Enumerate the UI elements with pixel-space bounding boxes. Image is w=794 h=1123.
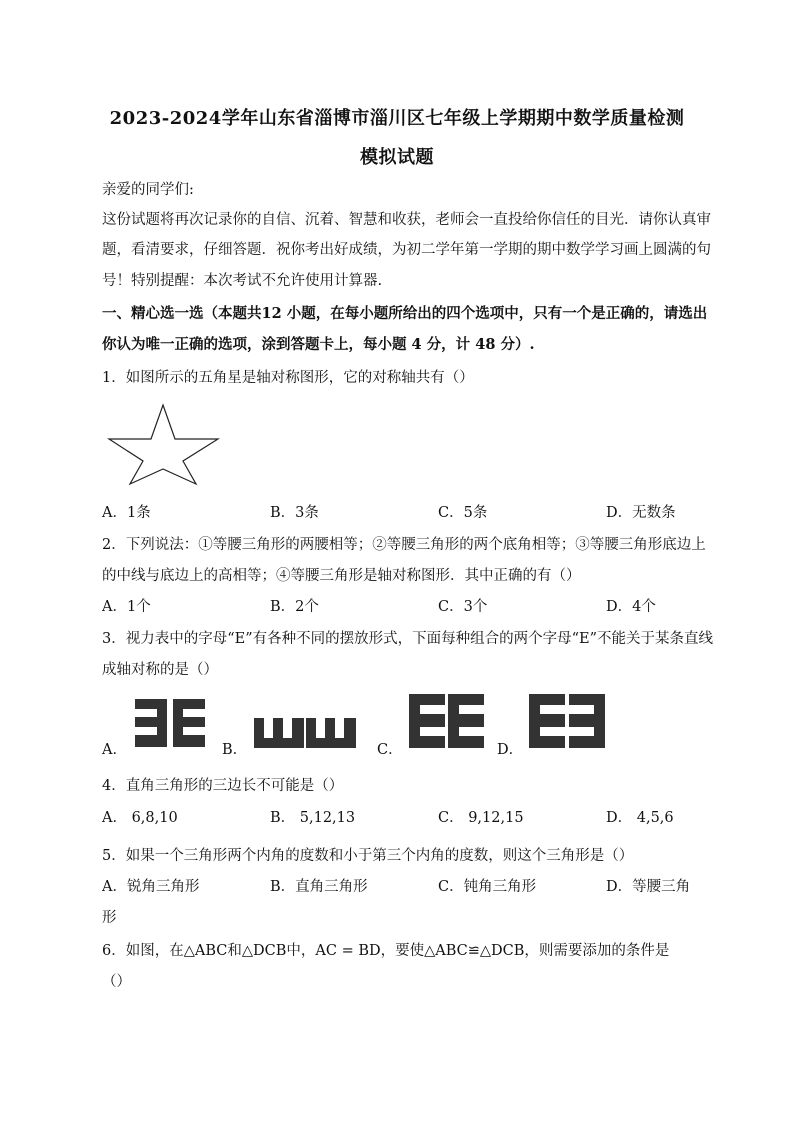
- q3-option-a-figure: [133, 697, 207, 749]
- q2-option-d: D．4个: [606, 599, 656, 615]
- q4-option-a: A． 6,8,10: [102, 810, 178, 826]
- q2-stem-line-2: 的中线与底边上的高相等；④等腰三角形是轴对称图形．其中正确的有（）: [102, 568, 581, 584]
- q4-stem: 4．直角三角形的三边长不可能是（）: [102, 778, 344, 794]
- q5-option-b: B．直角三角形: [270, 879, 368, 895]
- q2-option-b: B．2个: [270, 599, 319, 615]
- intro-line-3: 号！特别提醒：本次考试不允许使用计算器.: [102, 273, 383, 289]
- q3-stem-line-2: 成轴对称的是（）: [102, 662, 218, 678]
- q1-option-b: B．3条: [270, 505, 319, 521]
- q4-option-c: C． 9,12,15: [438, 810, 524, 826]
- q3-option-a: A．: [102, 742, 127, 758]
- q4-option-b: B． 5,12,13: [270, 810, 356, 826]
- q5-stem: 5．如果一个三角形两个内角的度数和小于第三个内角的度数，则这个三角形是（）: [102, 848, 634, 864]
- q3-option-d-figure: [527, 692, 607, 750]
- q2-stem-line-1: 2．下列说法：①等腰三角形的两腰相等；②等腰三角形的两个底角相等；③等腰三角形底边上: [102, 537, 706, 553]
- q1-option-a: A．1条: [102, 505, 151, 521]
- q3-option-b-figure: [252, 716, 358, 750]
- greeting: 亲爱的同学们:: [102, 182, 194, 198]
- q1-option-c: C．5条: [438, 505, 488, 521]
- star-figure: [104, 402, 222, 488]
- q3-option-c: C．: [377, 742, 403, 758]
- q6-stem: 6．如图，在△ABC和△DCB中，AC = BD，要使△ABC≌△DCB，则需要添加的条件是: [102, 943, 670, 959]
- intro-line-2: 题，看清要求，仔细答题．祝你考出好成绩，为初二学年第一学期的期中数学学习画上圆满的句: [102, 242, 711, 258]
- q6-stem-wrap: （）: [102, 974, 131, 990]
- q4-option-d: D． 4,5,6: [606, 810, 674, 826]
- intro-line-1: 这份试题将再次记录你的自信、沉着、智慧和收获，老师会一直投给你信任的目光．请你认真审: [102, 212, 711, 228]
- section-heading-line-1: 一、精心选一选（本题共12 小题，在每小题所给出的四个选项中，只有一个是正确的，请选出: [102, 305, 708, 322]
- q1-option-d: D．无数条: [606, 505, 676, 521]
- star-outline: [109, 405, 218, 484]
- q3-option-c-figure: [407, 692, 485, 750]
- q3-option-b: B．: [222, 742, 248, 758]
- q2-option-a: A．1个: [102, 599, 151, 615]
- q5-option-d-wrap: 形: [102, 910, 117, 926]
- q5-option-d: D．等腰三角: [606, 879, 691, 895]
- section-heading-line-2: 你认为唯一正确的选项，涂到答题卡上，每小题 4 分，计 48 分）.: [102, 336, 535, 353]
- q5-option-c: C．钝角三角形: [438, 879, 537, 895]
- q2-option-c: C．3个: [438, 599, 488, 615]
- page-subtitle: 模拟试题: [360, 147, 434, 168]
- q1-stem: 1．如图所示的五角星是轴对称图形，它的对称轴共有（）: [102, 370, 474, 386]
- q3-stem-line-1: 3．视力表中的字母“E”有各种不同的摆放形式，下面每种组合的两个字母“E”不能关于某条直线: [102, 631, 714, 647]
- q3-option-d: D．: [497, 742, 524, 758]
- q5-option-a: A．锐角三角形: [102, 879, 200, 895]
- page-title: 2023-2024学年山东省淄博市淄川区七年级上学期期中数学质量检测: [109, 108, 685, 129]
